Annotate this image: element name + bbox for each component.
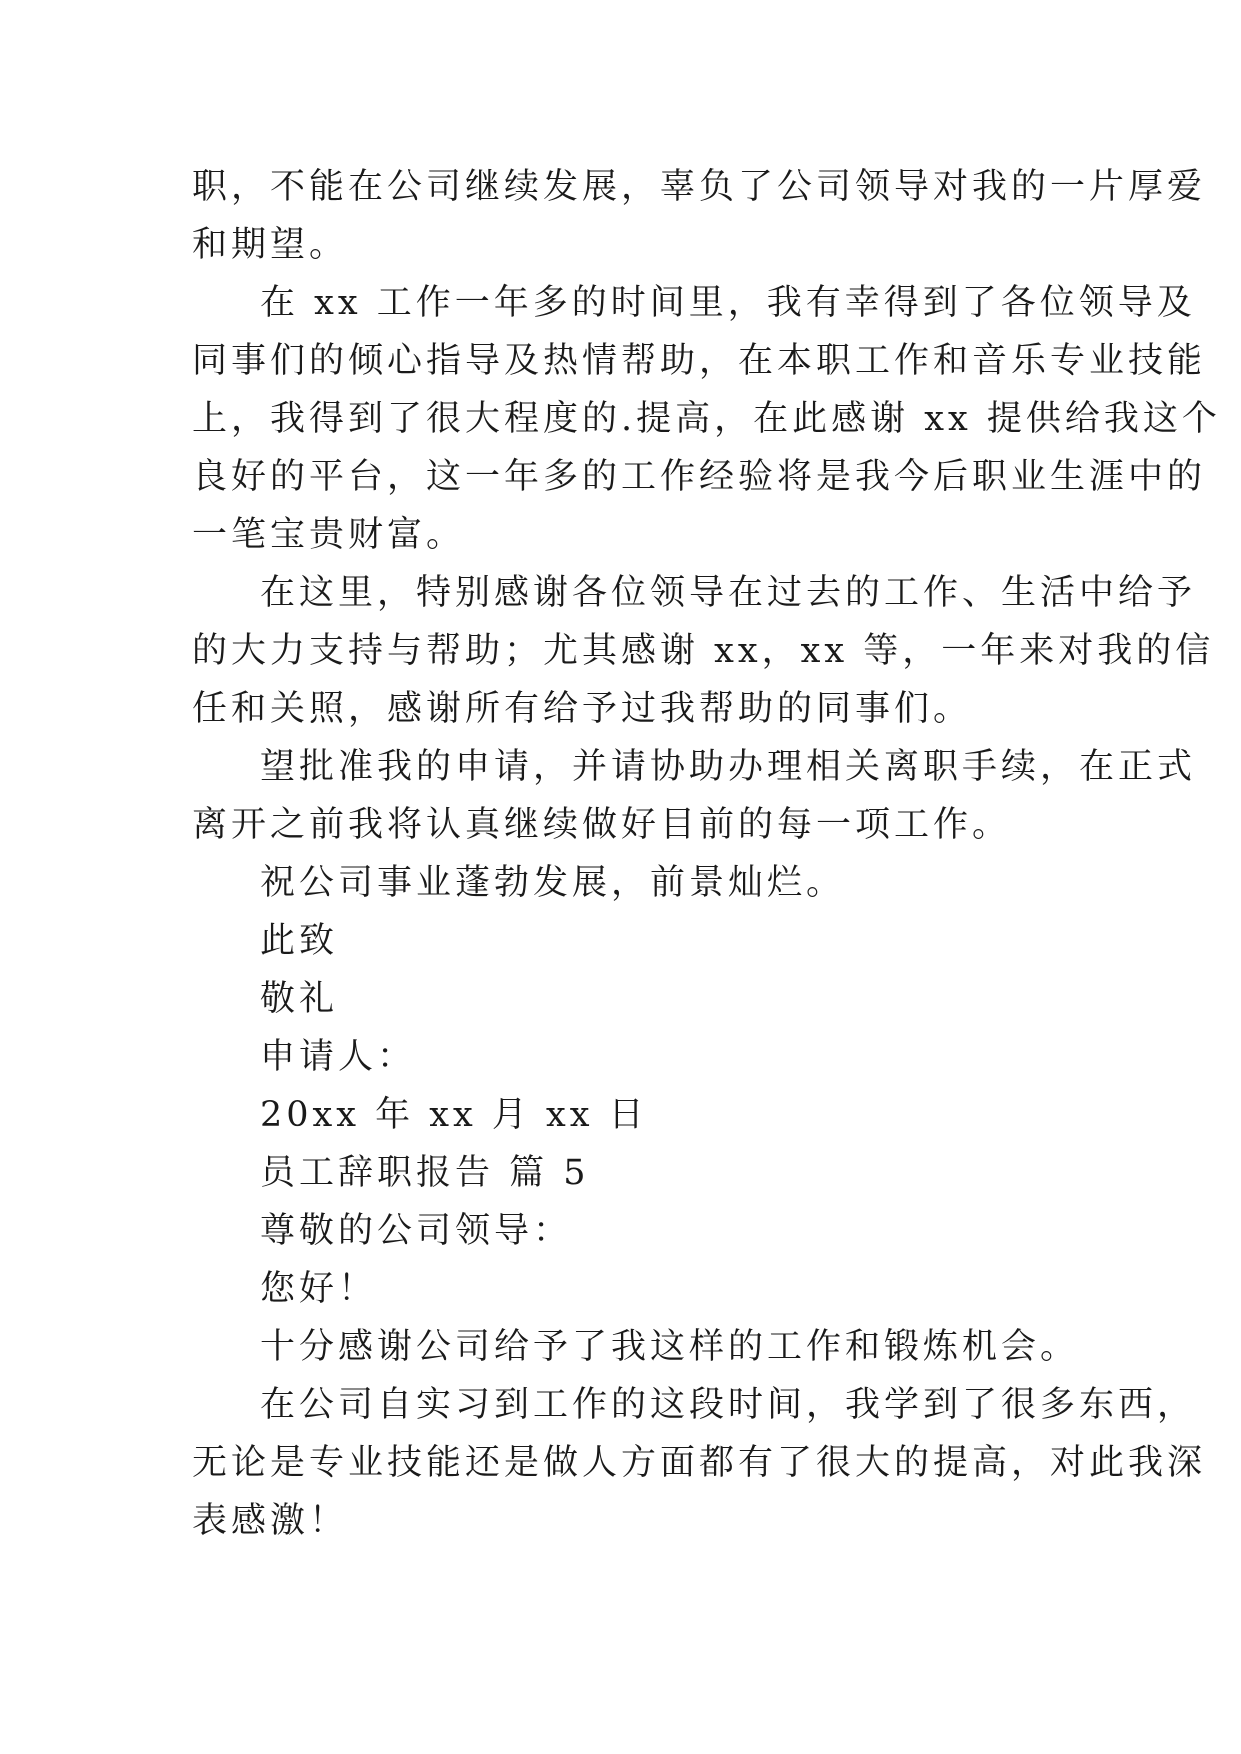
- paragraph: [192, 1318, 1080, 1376]
- section-heading: 员工辞职报告 篇 5: [260, 1153, 590, 1193]
- text-line: 在 xx 工作一年多的时间里，我有幸得到了各位领导及: [260, 283, 1196, 323]
- paragraph: [192, 912, 1072, 970]
- applicant-label: 申请人：: [260, 1037, 417, 1077]
- text-line: 和期望。: [192, 225, 349, 265]
- document-body: [192, 158, 1221, 1550]
- paragraph: [192, 970, 1072, 1028]
- paragraph: [192, 1086, 1072, 1144]
- paragraph: [192, 1260, 1072, 1318]
- text-line: 职，不能在公司继续发展，辜负了公司领导对我的一片厚爱: [192, 167, 1207, 207]
- text-line: 的大力支持与帮助；尤其感谢 xx，xx 等，一年来对我的信: [192, 631, 1215, 671]
- text-line: 表感激！: [192, 1501, 349, 1541]
- text-line: 十分感谢公司给予了我这样的工作和锻炼机会。: [260, 1327, 1080, 1367]
- text-line: 在公司自实习到工作的这段时间，我学到了很多东西，: [260, 1385, 1197, 1425]
- paragraph: [192, 564, 1215, 738]
- text-line: 同事们的倾心指导及热情帮助，在本职工作和音乐专业技能: [192, 341, 1207, 381]
- paragraph: [192, 854, 1072, 912]
- text-line: 在这里，特别感谢各位领导在过去的工作、生活中给予: [260, 573, 1197, 613]
- paragraph: [192, 274, 1221, 564]
- text-line: 望批准我的申请，并请协助办理相关离职手续，在正式: [260, 747, 1197, 787]
- paragraph: [192, 1202, 1072, 1260]
- greeting: 您好！: [260, 1269, 378, 1309]
- text-line: 良好的平台，这一年多的工作经验将是我今后职业生涯中的: [192, 457, 1207, 497]
- text-line: 任和关照，感谢所有给予过我帮助的同事们。: [192, 689, 973, 729]
- paragraph: [192, 158, 1207, 274]
- paragraph: [192, 1144, 1072, 1202]
- closing-salutation: 此致: [260, 921, 339, 961]
- date-line: 20xx 年 xx 月 xx 日: [260, 1095, 648, 1135]
- closing-regards: 敬礼: [260, 979, 339, 1019]
- greeting-recipient: 尊敬的公司领导：: [260, 1211, 573, 1251]
- paragraph: [192, 1028, 1072, 1086]
- text-line: 无论是专业技能还是做人方面都有了很大的提高，对此我深: [192, 1443, 1207, 1483]
- text-line: 上，我得到了很大程度的.提高，在此感谢 xx 提供给我这个: [192, 399, 1221, 439]
- text-line: 祝公司事业蓬勃发展，前景灿烂。: [260, 863, 846, 903]
- text-line: 离开之前我将认真继续做好目前的每一项工作。: [192, 805, 1012, 845]
- paragraph: [192, 738, 1197, 854]
- paragraph: [192, 1376, 1207, 1550]
- text-line: 一笔宝贵财富。: [192, 515, 466, 555]
